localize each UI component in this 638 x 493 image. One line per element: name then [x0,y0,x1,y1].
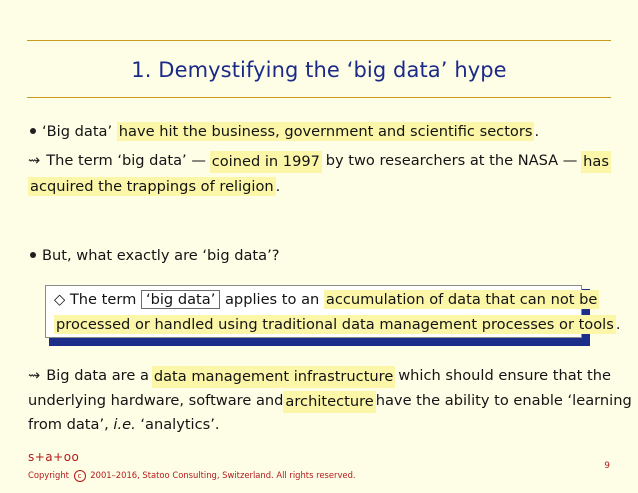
footer-brand-logo: s+a+oo [28,450,80,464]
arrow-paragraph-2-line-3: from data’, i.e. ‘analytics’. [28,416,220,433]
arrow-paragraph-1-line-2: acquired the trappings of religion . [30,178,281,195]
title-rule [27,97,611,98]
highlight: coined in 1997 [210,151,322,173]
diamond-icon: ◇ [54,291,66,308]
definition-line-1: ◇ The term ‘big data’ applies to an accumulation of data that can not be [54,291,598,308]
squiggle-arrow-icon: ⇝ [28,152,41,169]
arrow-paragraph-2-line-2: underlying hardware, software and architecture have the ability to enable ‘learning [28,391,611,413]
squiggle-arrow-icon: ⇝ [28,367,41,384]
arrow-paragraph-2-line-1: ⇝ Big data are a data management infrastructure which should ensure that the [28,366,611,388]
highlight: processed or handled using traditional data management processes or tools [56,316,614,333]
highlight: accumulation of data that can not be [325,291,598,308]
bullet-2: But, what exactly are ‘big data’? [28,246,279,266]
footer-copyright: Copyright c 2001–2016, Statoo Consulting, Switzerland. All rights reserved. [28,470,356,480]
definition-line-2: processed or handled using traditional data management processes or tools . [56,316,621,333]
definition-box [45,285,621,338]
bullet-1: ‘Big data’ have hit the business, government and scientific sectors . [28,122,539,142]
slide-title: 1. Demystifying the ‘big data’ hype [131,58,507,82]
bullet-icon [30,128,36,134]
highlight: have hit the business, government and scientific sectors [118,123,533,140]
bullet-icon [30,252,36,258]
page-number: 9 [604,461,610,471]
highlight: has [581,151,611,173]
arrow-paragraph-1-line-1: ⇝ The term ‘big data’ — coined in 1997 by two researchers at the NASA — has [28,151,611,173]
highlight: architecture [283,391,375,413]
top-rule [27,40,611,41]
highlight: data management infrastructure [152,366,396,388]
big-data-term-box: ‘big data’ [141,290,220,309]
highlight: acquired the trappings of religion [30,178,274,195]
copyright-icon: c [74,470,86,482]
